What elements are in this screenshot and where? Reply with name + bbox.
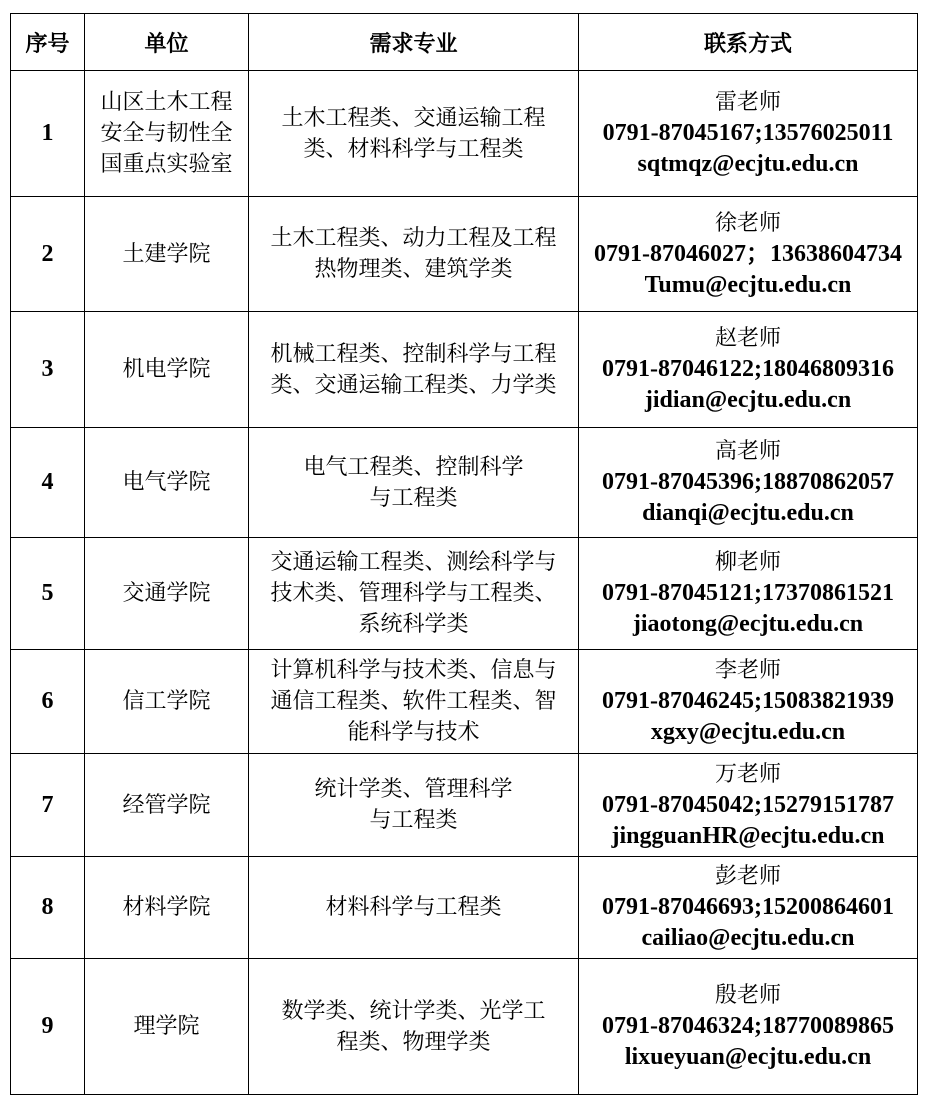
contact-teacher: 徐老师 — [714, 210, 781, 236]
row-majors: 计算机科学与技术类、信息与通信工程类、软件工程类、智能科学与技术 — [249, 650, 579, 754]
row-unit: 交通学院 — [85, 538, 249, 650]
row-contact — [579, 428, 918, 538]
contact-email: jidian@ecjtu.edu.cn — [644, 387, 852, 413]
row-index: 5 — [11, 538, 85, 650]
row-contact — [579, 857, 918, 959]
row-unit: 信工学院 — [85, 650, 249, 754]
contact-teacher: 万老师 — [714, 761, 781, 787]
contact-phone: 0791-87046245;15083821939 — [602, 688, 894, 714]
row-unit: 电气学院 — [85, 428, 249, 538]
row-contact — [579, 754, 918, 857]
contact-email: cailiao@ecjtu.edu.cn — [641, 925, 855, 951]
contact-phone: 0791-87046693;15200864601 — [602, 894, 894, 920]
row-majors: 机械工程类、控制科学与工程类、交通运输工程类、力学类 — [249, 312, 579, 428]
row-index: 2 — [11, 197, 85, 312]
contact-email: dianqi@ecjtu.edu.cn — [642, 500, 854, 526]
table-row — [11, 428, 918, 538]
table-row — [11, 71, 918, 197]
contact-teacher: 彭老师 — [714, 864, 781, 889]
table-row — [11, 754, 918, 857]
contact-teacher: 赵老师 — [714, 326, 781, 351]
contact-phone: 0791-87045121;17370861521 — [602, 580, 894, 606]
row-index: 4 — [11, 428, 85, 538]
row-unit: 机电学院 — [85, 312, 249, 428]
row-majors: 材料科学与工程类 — [249, 857, 579, 959]
row-contact — [579, 71, 918, 197]
contact-email: jiaotong@ecjtu.edu.cn — [632, 611, 864, 637]
row-index: 1 — [11, 71, 85, 197]
header-index: 序号 — [11, 14, 85, 71]
row-contact — [579, 538, 918, 650]
contact-teacher: 殷老师 — [714, 983, 781, 1008]
contact-teacher: 雷老师 — [714, 90, 781, 115]
recruitment-table — [10, 13, 918, 1095]
header-contact: 联系方式 — [579, 14, 918, 71]
contact-phone: 0791-87045167;13576025011 — [602, 120, 894, 146]
contact-phone: 0791-87045042;15279151787 — [602, 791, 894, 818]
row-unit: 土建学院 — [85, 197, 249, 312]
header-unit: 单位 — [85, 14, 249, 71]
table-row — [11, 857, 918, 959]
table-row — [11, 312, 918, 428]
row-majors: 统计学类、管理科学与工程类 — [249, 754, 579, 857]
row-contact — [579, 650, 918, 754]
contact-email: xgxy@ecjtu.edu.cn — [650, 719, 846, 745]
row-unit: 理学院 — [85, 959, 249, 1095]
row-index: 7 — [11, 754, 85, 857]
header-row — [11, 14, 918, 71]
row-majors: 交通运输工程类、测绘科学与技术类、管理科学与工程类、系统科学类 — [249, 538, 579, 650]
contact-email: Tumu@ecjtu.edu.cn — [644, 271, 852, 298]
row-majors: 土木工程类、交通运输工程类、材料科学与工程类 — [249, 71, 579, 197]
row-unit: 经管学院 — [85, 754, 249, 857]
contact-phone: 0791-87046122;18046809316 — [602, 356, 894, 382]
row-index: 9 — [11, 959, 85, 1095]
contact-teacher: 柳老师 — [714, 550, 781, 575]
table-row — [11, 959, 918, 1095]
row-index: 8 — [11, 857, 85, 959]
row-majors: 电气工程类、控制科学与工程类 — [249, 428, 579, 538]
row-unit: 材料学院 — [85, 857, 249, 959]
row-index: 3 — [11, 312, 85, 428]
contact-phone: 0791-87046324;18770089865 — [602, 1013, 894, 1039]
row-contact — [579, 197, 918, 312]
contact-email: sqtmqz@ecjtu.edu.cn — [637, 151, 859, 177]
contact-teacher: 李老师 — [714, 658, 781, 683]
row-contact — [579, 312, 918, 428]
contact-email: lixueyuan@ecjtu.edu.cn — [624, 1044, 872, 1070]
table-row — [11, 538, 918, 650]
table-row — [11, 650, 918, 754]
row-majors: 数学类、统计学类、光学工程类、物理学类 — [249, 959, 579, 1095]
row-majors: 土木工程类、动力工程及工程热物理类、建筑学类 — [249, 197, 579, 312]
row-unit: 山区土木工程安全与韧性全国重点实验室 — [85, 71, 249, 197]
contact-phone: 0791-87046027；13638604734 — [594, 240, 902, 267]
header-majors: 需求专业 — [249, 14, 579, 71]
contact-teacher: 高老师 — [714, 439, 781, 464]
row-contact — [579, 959, 918, 1095]
contact-phone: 0791-87045396;18870862057 — [602, 469, 894, 495]
row-index: 6 — [11, 650, 85, 754]
table-row — [11, 197, 918, 312]
contact-email: jingguanHR@ecjtu.edu.cn — [611, 822, 885, 849]
